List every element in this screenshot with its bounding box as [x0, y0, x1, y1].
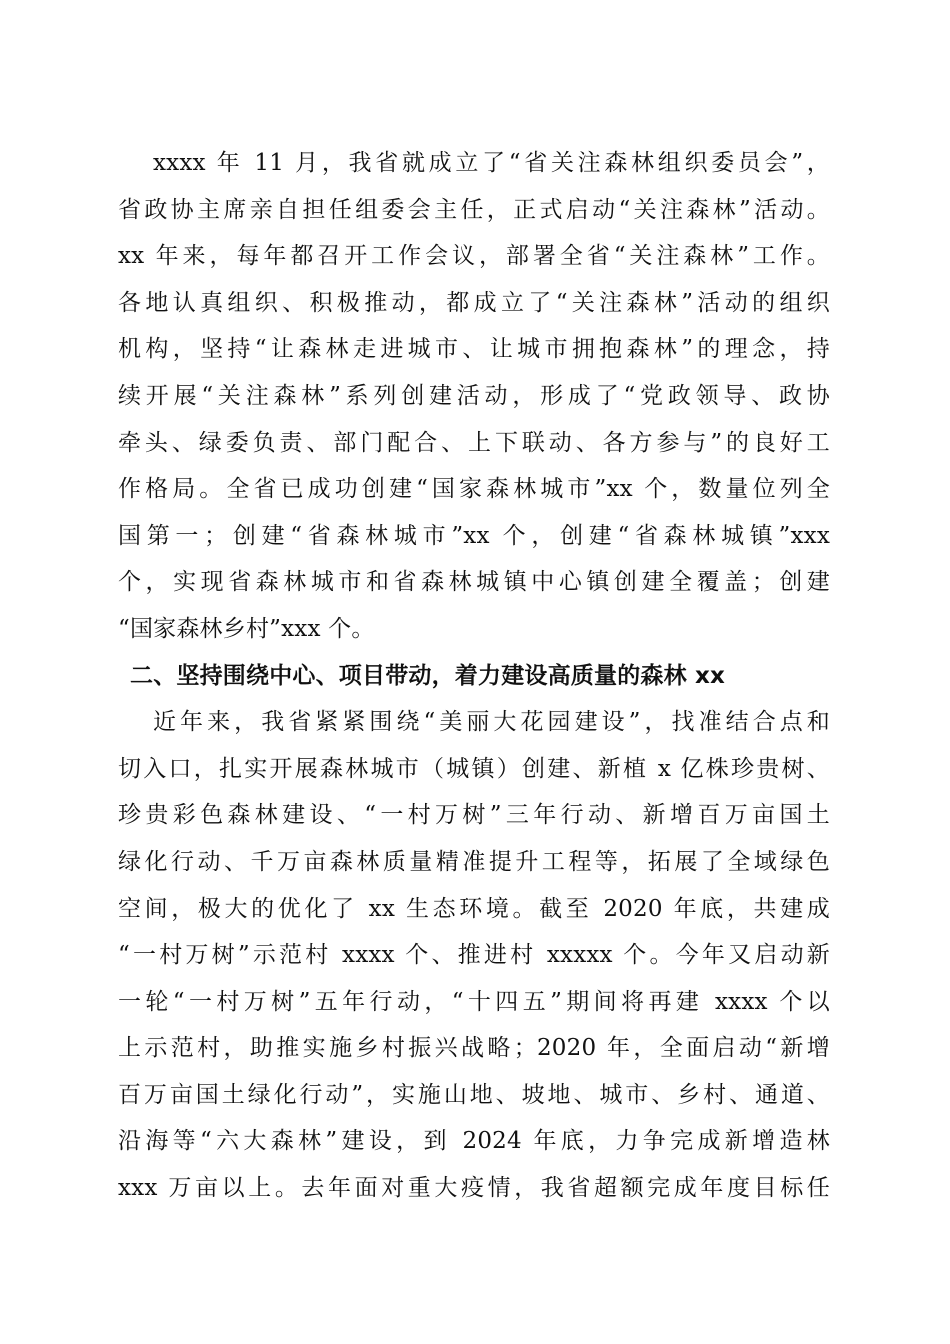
text-line: xxx 万亩以上。去年面对重大疫情，我省超额完成年度目标任: [118, 1175, 830, 1202]
paragraph-2: [118, 699, 830, 1212]
text-line: 空间，极大的优化了 xx 生态环境。截至 2020 年底，共建成: [118, 895, 830, 922]
text-line: 切入口，扎实开展森林城市（城镇）创建、新植 x 亿株珍贵树、: [118, 755, 830, 782]
text-line: 续开展“关注森林”系列创建活动，形成了“党政领导、政协: [118, 382, 830, 409]
text-line: “一村万树”示范村 xxxx 个、推进村 xxxxx 个。今年又启动新: [118, 942, 830, 969]
text-line: 牵头、绿委负责、部门配合、上下联动、各方参与”的良好工: [118, 429, 830, 456]
paragraph-1: [118, 140, 830, 653]
text-line: “国家森林乡村”xxx 个。: [118, 615, 375, 642]
text-line: xxxx 年 11 月，我省就成立了“省关注森林组织委员会”，: [153, 150, 830, 176]
text-line: 上示范村，助推实施乡村振兴战略；2020 年，全面启动“新增: [118, 1035, 830, 1062]
text-line: 一轮“一村万树”五年行动，“十四五”期间将再建 xxxx 个以: [118, 988, 830, 1015]
text-line: 百万亩国土绿化行动”，实施山地、坡地、城市、乡村、通道、: [118, 1081, 830, 1108]
text-line: 珍贵彩色森林建设、“一村万树”三年行动、新增百万亩国土: [118, 802, 830, 829]
text-line: 沿海等“六大森林”建设，到 2024 年底，力争完成新增造林: [118, 1128, 830, 1155]
text-line: 作格局。全省已成功创建“国家森林城市”xx 个，数量位列全: [118, 476, 830, 503]
text-line: 国第一；创建“省森林城市”xx 个，创建“省森林城镇”xxx: [118, 522, 830, 549]
text-line: 机构，坚持“让森林走进城市、让城市拥抱森林”的理念，持: [118, 336, 830, 363]
text-line: 绿化行动、千万亩森林质量精准提升工程等，拓展了全域绿色: [118, 848, 830, 875]
text-line: 个，实现省森林城市和省森林城镇中心镇创建全覆盖；创建: [118, 569, 830, 596]
document-body: [118, 140, 830, 1212]
section-heading: 二、坚持围绕中心、项目带动，着力建设高质量的森林 xx: [130, 662, 726, 689]
text-line: 近年来，我省紧紧围绕“美丽大花园建设”，找准结合点和: [153, 709, 830, 736]
text-line: xx 年来，每年都召开工作会议，部署全省“关注森林”工作。: [118, 243, 830, 270]
text-line: 各地认真组织、积极推动，都成立了“关注森林”活动的组织: [118, 289, 830, 316]
text-line: 省政协主席亲自担任组委会主任，正式启动“关注森林”活动。: [118, 196, 830, 223]
